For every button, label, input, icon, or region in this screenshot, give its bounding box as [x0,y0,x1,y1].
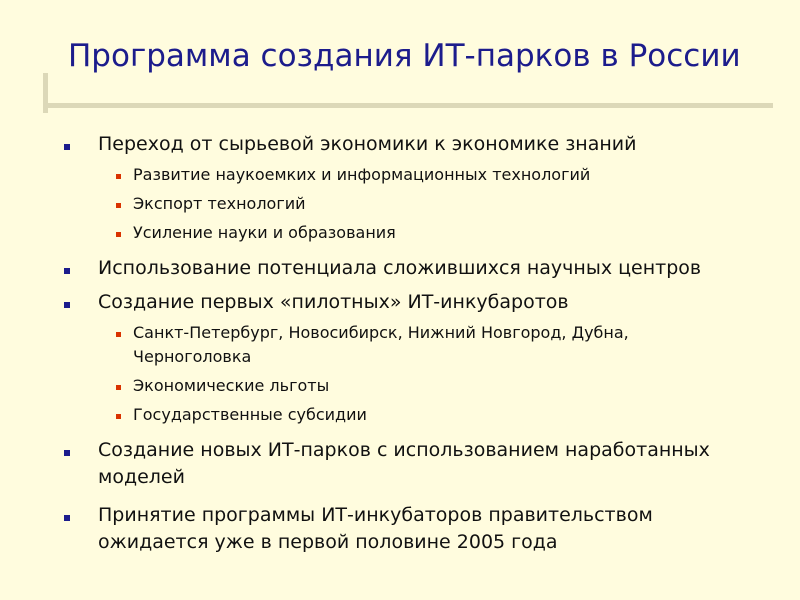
bullet-item [98,289,758,316]
square-bullet-icon [116,203,121,208]
square-bullet-icon [64,450,70,456]
bullet-text: Принятие программы ИТ-инкубаторов правительством ожидается уже в первой половине 2005 года [98,504,653,553]
bullet-text: Создание новых ИТ-парков с использованием наработанных моделей [98,439,710,488]
sub-bullet-item [133,163,733,187]
square-bullet-icon [116,414,121,419]
square-bullet-icon [64,268,70,274]
sub-bullet-item [133,374,733,398]
sub-bullet-item [133,192,733,216]
sub-bullet-text: Государственные субсидии [133,405,367,424]
square-bullet-icon [116,232,121,237]
bullet-item [98,502,758,556]
square-bullet-icon [64,515,70,521]
square-bullet-icon [116,174,121,179]
bullet-text: Создание первых «пилотных» ИТ-инкубаротов [98,291,569,313]
sub-bullet-item [133,321,733,369]
square-bullet-icon [116,332,121,337]
square-bullet-icon [64,302,70,308]
sub-bullet-text: Санкт-Петербург, Новосибирск, Нижний Новгород, Дубна, Черноголовка [133,323,629,366]
bullet-item [98,131,758,158]
slide-title: Программа создания ИТ-парков в России [68,38,741,74]
bullet-text: Использование потенциала сложившихся научных центров [98,257,702,279]
sub-bullet-text: Развитие наукоемких и информационных технологий [133,165,591,184]
bullet-item [98,255,758,282]
sub-bullet-item [133,221,733,245]
bullet-item [98,437,758,491]
sub-bullet-text: Усиление науки и образования [133,223,396,242]
sub-bullet-text: Экономические льготы [133,376,330,395]
sub-bullet-text: Экспорт технологий [133,194,306,213]
sub-bullet-item [133,403,733,427]
bullet-text: Переход от сырьевой экономики к экономике знаний [98,133,637,155]
square-bullet-icon [116,385,121,390]
square-bullet-icon [64,144,70,150]
